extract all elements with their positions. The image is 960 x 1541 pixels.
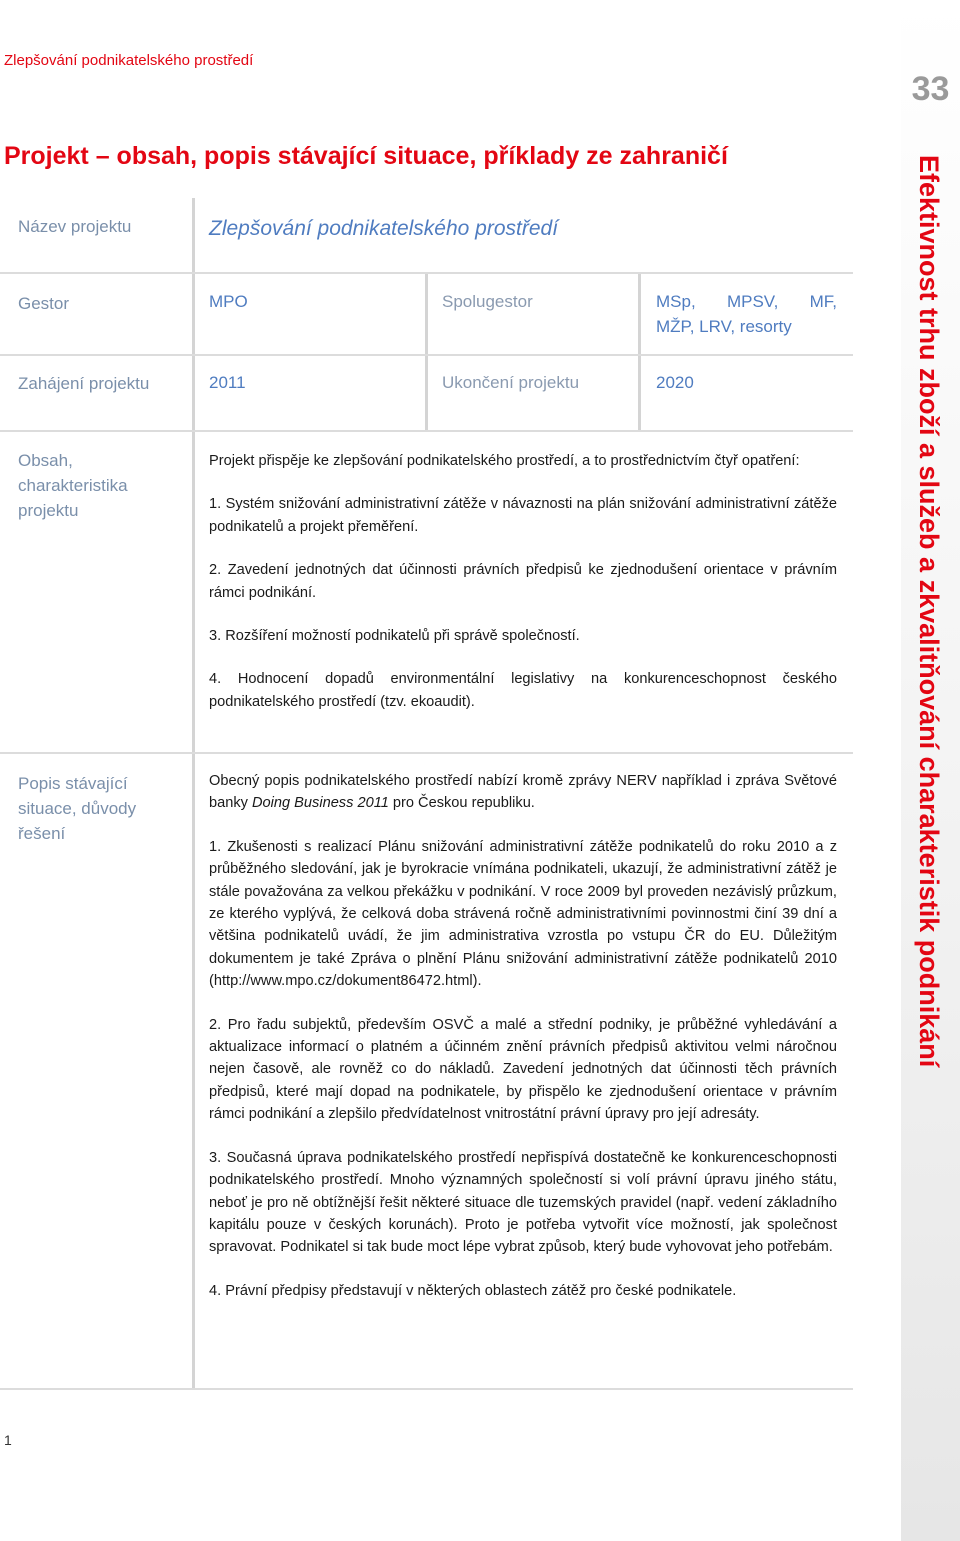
situation-intro <box>209 770 837 815</box>
project-name-label: Název projektu <box>18 217 132 236</box>
situation-label-line: situace, důvody <box>18 799 137 818</box>
content-item: 4. Hodnocení dopadů environmentální legislativy na konkurenceschopnost českého podnikatelského prostředí (tzv. ekoaudit). <box>209 671 837 710</box>
spolugestor-value-line2: MŽP, LRV, resorty <box>656 317 792 336</box>
content-text <box>209 450 837 713</box>
side-title: Efektivnost trhu zboží a služeb a zkvalitňování charakteristik podnikání <box>914 155 944 1068</box>
content-label-line: projektu <box>18 501 79 520</box>
gestor-label: Gestor <box>18 294 70 313</box>
table-divider-main <box>192 198 195 1390</box>
spolugestor-label: Spolugestor <box>442 292 533 311</box>
table-row-divider <box>0 752 853 754</box>
situation-intro-b: pro Českou republiku. <box>388 795 535 812</box>
situation-paragraph: 3. Současná úprava podnikatelského prostředí nepřispívá dostatečně ke konkurenceschopnosti podnikatelského prostředí. Mnoho významných společností si volí právní úpravu jiného státu, neboť je pro ně obtížnější řešit některé situace dle tuzemských pravidel (např. vedení základního kapitálu pouze v českých korunách). Proto je potřeba vytvořit více možností, jak společnost spravovat. Podnikatel si tak bude moct lépe vybrat způsob, který bude vyhovovat jeho potřebám. <box>209 1149 837 1256</box>
situation-intro-a: Obecný popis podnikatelského prostředí nabízí kromě zprávy NERV například i zpráva Světové banky <box>209 773 837 812</box>
page-title: Projekt – obsah, popis stávající situace, příklady ze zahraničí <box>4 142 728 170</box>
table-divider-mid-1 <box>425 274 428 430</box>
content-intro: Projekt přispěje ke zlepšování podnikatelského prostředí, a to prostřednictvím čtyř opatření: <box>209 453 800 469</box>
table-bottom-border <box>0 1388 853 1390</box>
situation-label-line: Popis stávající <box>18 774 128 793</box>
content-item: 2. Zavedení jednotných dat účinnosti právních předpisů ke zjednodušení orientace v právním rámci podnikání. <box>209 562 837 601</box>
situation-paragraph: 1. Zkušenosti s realizací Plánu snižování administrativní zátěže podnikatelů do roku 2010 a z průběžného sledování, jak je byrokracie vnímána podnikateli, ukazují, že administrativní zátěž je stále považována za velkou překážku v podnikání. V roce 2009 byl proveden nezávislý průzkum, ze kterého vyplývá, že celková doba strávená ročně administrativními povinnostmi činí 39 dní a většina podnikatelů uvádí, že jim administrativa vzrostla po vstupu ČR do EU. Důležitým dokumentem je také Zpráva o plnění Plánu snižování administrativní zátěže podnikatelů 2010 (http://www.mpo.cz/dokument86472.html). <box>209 838 837 990</box>
situation-label-line: řešení <box>18 824 66 843</box>
table-divider-mid-2 <box>638 274 641 430</box>
footer-page-number: 1 <box>4 1432 12 1448</box>
spolugestor-value-line1: MSp, MPSV, MF, <box>656 292 837 311</box>
situation-text <box>209 770 837 1302</box>
content-label-line: charakteristika <box>18 476 128 495</box>
page-number: 33 <box>911 70 950 108</box>
end-value: 2020 <box>656 373 694 392</box>
table-row-divider <box>0 272 853 274</box>
content-label-line: Obsah, <box>18 451 73 470</box>
content-label <box>18 448 128 523</box>
end-label: Ukončení projektu <box>442 373 580 392</box>
content-item: 1. Systém snižování administrativní zátěže v návaznosti na plán snižování administrativní zátěže podnikatelů a projekt přeměření. <box>209 496 837 535</box>
table-row-divider <box>0 354 853 356</box>
project-name-value: Zlepšování podnikatelského prostředí <box>209 217 559 240</box>
table-row-divider <box>0 430 853 432</box>
situation-paragraph: 2. Pro řadu subjektů, především OSVČ a malé a střední podniky, je průběžné vyhledávání a aktualizace informací o platném a účinném znění právních předpisů aktivitou velmi náročnou nejen časově, ale rovněž co do nákladů. Zavedení jednotných dat účinnosti těch právních předpisů, které mají dopad na podnikatele, by přispělo ke zjednodušení orientace v právním rámci podnikání a zlepšilo předvídatelnost vnitrostátní právní úpravy pro její adresáty. <box>209 1016 837 1123</box>
situation-paragraph: 4. Právní předpisy představují v některých oblastech zátěž pro české podnikatele. <box>209 1282 737 1299</box>
running-head: Zlepšování podnikatelského prostředí <box>4 52 254 69</box>
report-title: Doing Business 2011 <box>252 795 389 812</box>
start-label: Zahájení projektu <box>18 374 150 393</box>
situation-label <box>18 771 136 846</box>
content-item: 3. Rozšíření možností podnikatelů při správě společností. <box>209 628 580 645</box>
start-value: 2011 <box>209 373 246 392</box>
gestor-value: MPO <box>209 292 248 311</box>
